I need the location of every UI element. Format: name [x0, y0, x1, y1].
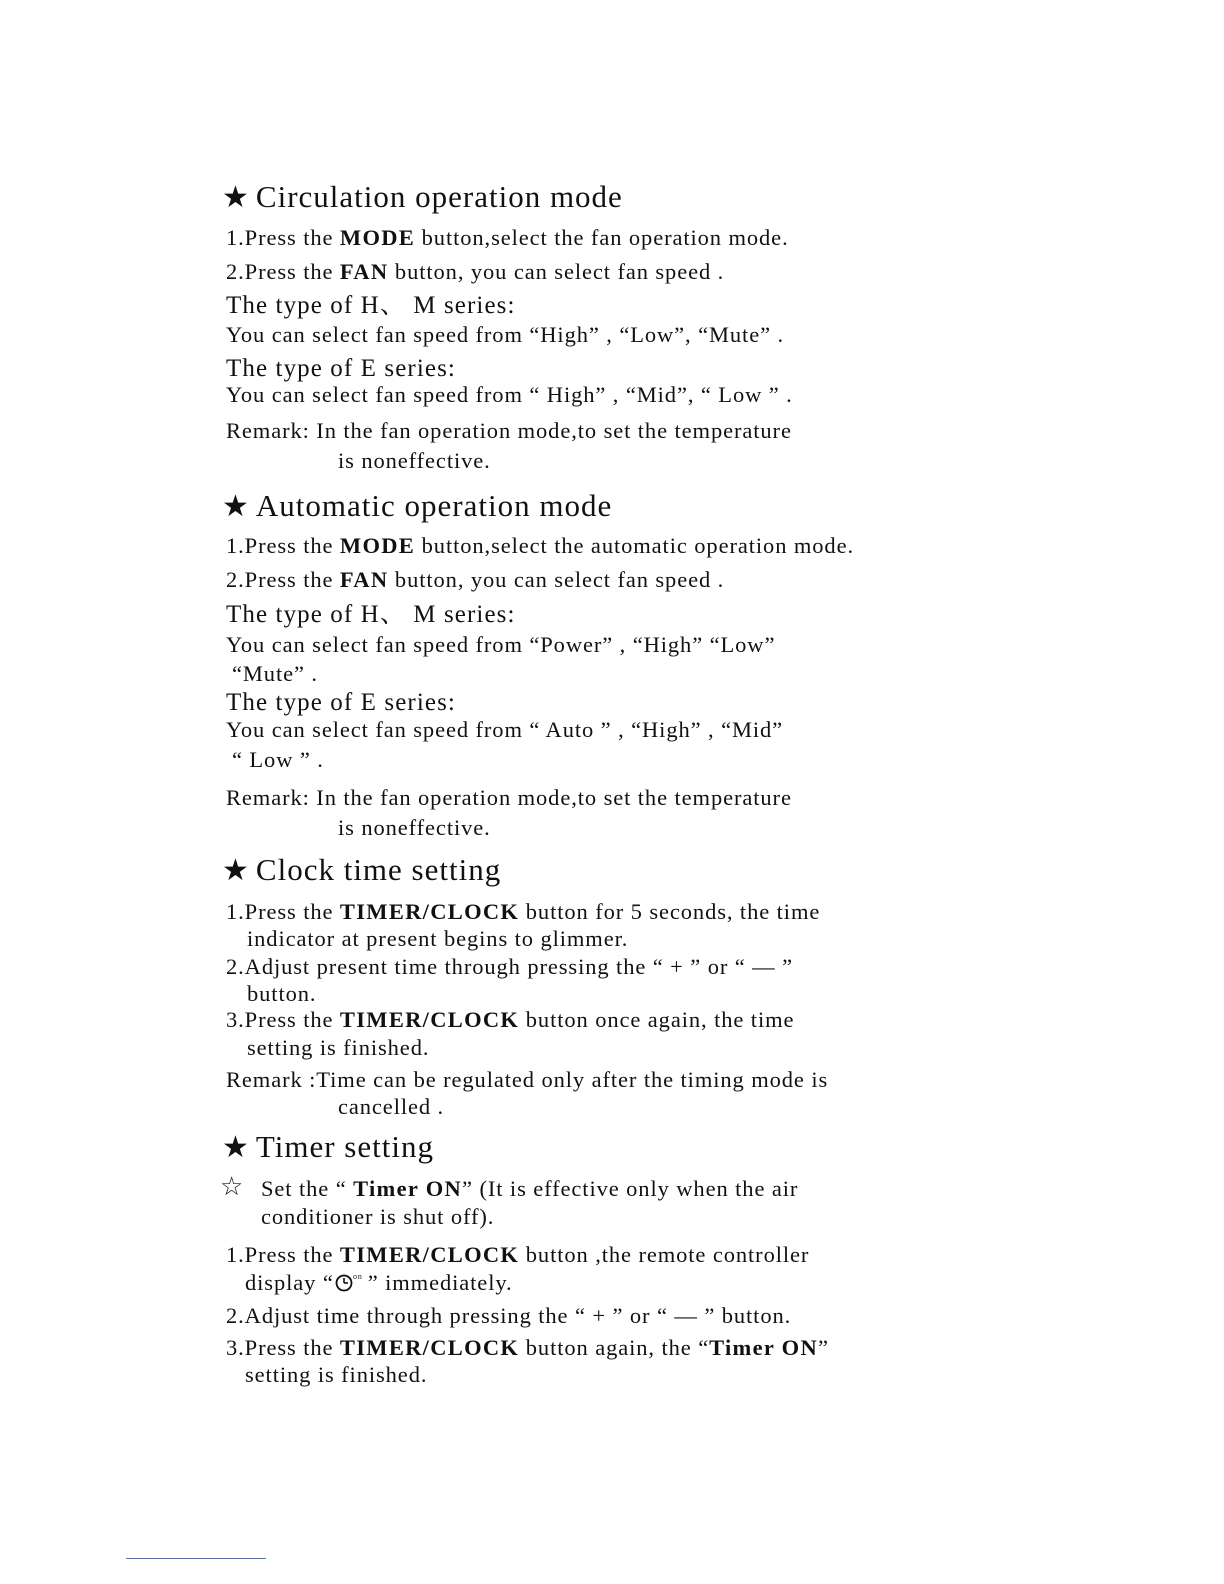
- automatic-remark-line-2: is noneffective.: [338, 815, 491, 840]
- circulation-step-2: 2.Press the FAN button, you can select fan speed .: [226, 259, 725, 284]
- section-title-circulation: ★ Circulation operation mode: [222, 179, 623, 215]
- timer-step-3: 3.Press the TIMER/CLOCK button again, the “Timer ON”: [226, 1335, 829, 1360]
- clock-remark-line-2: cancelled .: [338, 1094, 445, 1119]
- section-title-automatic: ★ Automatic operation mode: [222, 488, 613, 524]
- automatic-step-1: 1.Press the MODE button,select the automatic operation mode.: [226, 533, 854, 558]
- circulation-remark-line-1: Remark: In the fan operation mode,to set the temperature: [226, 418, 792, 443]
- clock-step-1-cont: indicator at present begins to glimmer.: [247, 926, 629, 951]
- footer-rule: [126, 1558, 266, 1559]
- circulation-hm-heading: The type of H、 M series:: [226, 292, 516, 319]
- automatic-step-2: 2.Press the FAN button, you can select fan speed .: [226, 567, 725, 592]
- timer-step-1: 1.Press the TIMER/CLOCK button ,the remote controller: [226, 1242, 810, 1267]
- filled-star-icon: ★: [222, 853, 250, 888]
- automatic-hm-text-2: “Mute” .: [232, 661, 318, 686]
- automatic-hm-heading: The type of H、 M series:: [226, 601, 516, 628]
- timer-step-3-cont: setting is finished.: [245, 1362, 428, 1387]
- circulation-remark-line-2: is noneffective.: [338, 448, 491, 473]
- clock-step-3: 3.Press the TIMER/CLOCK button once again, the time: [226, 1007, 795, 1032]
- outline-star-icon: ☆: [220, 1172, 244, 1202]
- clock-step-1: 1.Press the TIMER/CLOCK button for 5 seconds, the time: [226, 899, 821, 924]
- timer-step-2: 2.Adjust time through pressing the “ + ” or “ — ” button.: [226, 1303, 792, 1328]
- clock-step-2: 2.Adjust present time through pressing the “ + ” or “ — ”: [226, 954, 793, 979]
- clock-remark-line-1: Remark :Time can be regulated only after the timing mode is: [226, 1067, 829, 1092]
- section-title-timer: ★ Timer setting: [222, 1129, 434, 1165]
- filled-star-icon: ★: [222, 180, 250, 215]
- timer-on-intro: Set the “ Timer ON” (It is effective only when the air: [261, 1176, 799, 1201]
- automatic-e-text-1: You can select fan speed from “ Auto ” , “High” , “Mid”: [226, 717, 784, 742]
- timer-step-1-cont: display “ on ” immediately.: [245, 1271, 513, 1298]
- clock-step-3-cont: setting is finished.: [247, 1035, 430, 1060]
- clock-on-label: on: [352, 1272, 363, 1281]
- automatic-e-text-2: “ Low ” .: [232, 747, 324, 772]
- filled-star-icon: ★: [222, 489, 250, 524]
- section-title-clock: ★ Clock time setting: [222, 852, 502, 888]
- filled-star-icon: ★: [222, 1130, 250, 1165]
- automatic-hm-text-1: You can select fan speed from “Power” , “High” “Low”: [226, 632, 776, 657]
- circulation-step-1: 1.Press the MODE button,select the fan operation mode.: [226, 225, 789, 250]
- timer-on-intro-cont: conditioner is shut off).: [261, 1204, 495, 1229]
- clock-on-icon: [334, 1271, 368, 1298]
- circulation-e-heading: The type of E series:: [226, 355, 456, 382]
- clock-step-2-cont: button.: [247, 981, 317, 1006]
- automatic-remark-line-1: Remark: In the fan operation mode,to set the temperature: [226, 785, 792, 810]
- circulation-hm-text: You can select fan speed from “High” , “Low”, “Mute” .: [226, 322, 785, 347]
- automatic-e-heading: The type of E series:: [226, 689, 456, 716]
- circulation-e-text: You can select fan speed from “ High” , “Mid”, “ Low ” .: [226, 382, 793, 407]
